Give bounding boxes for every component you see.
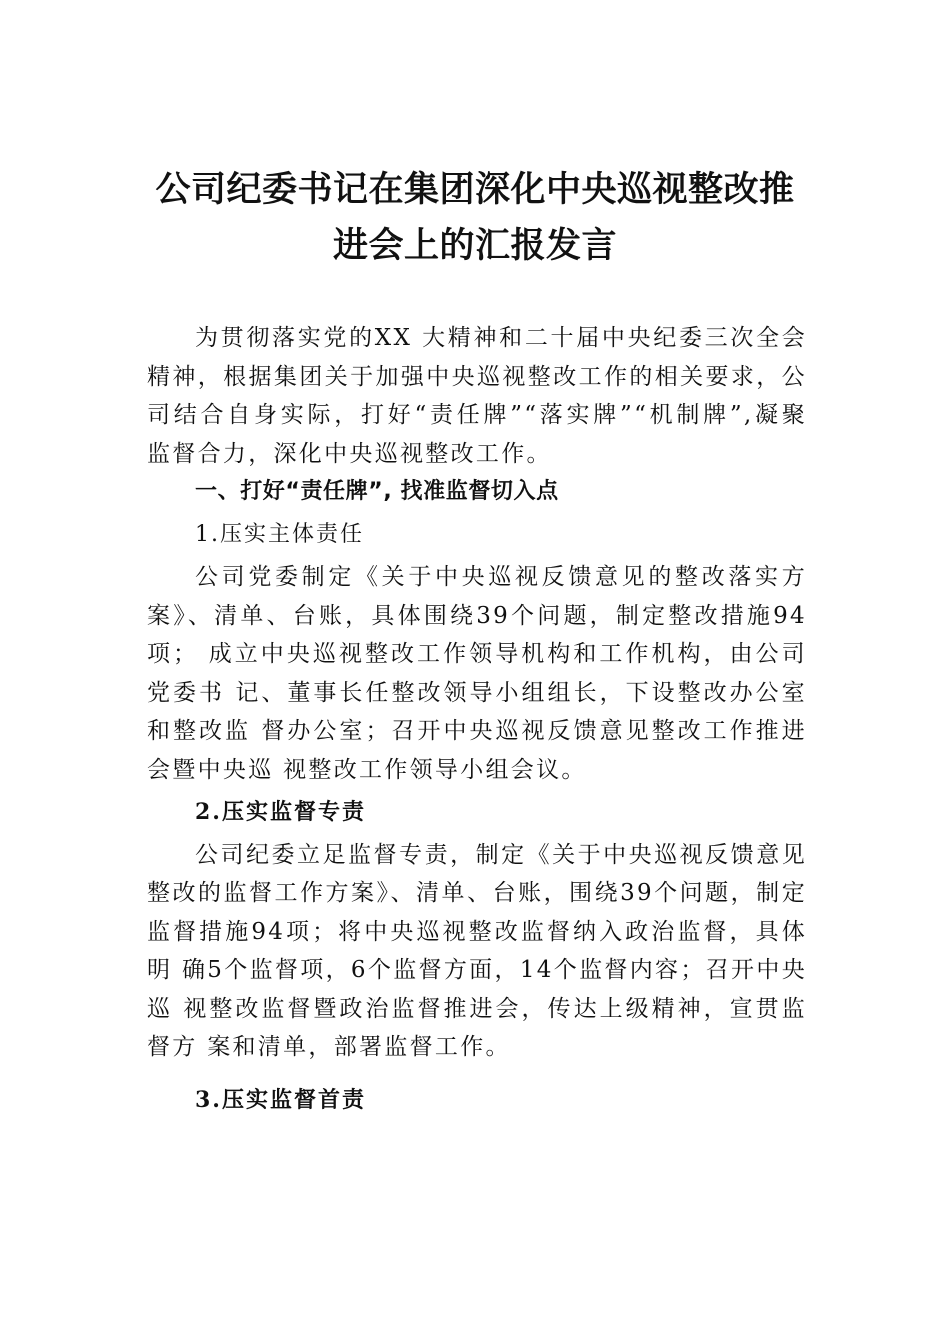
- title-line-2: 进会上的汇报发言: [332, 226, 617, 266]
- subsection-paragraph-1: 公司党委制定《关于中央巡视反馈意见的整改落实方案》、清单、台账，具体围绕39个问题，制定整改措施94项； 成立中央巡视整改工作领导机构和工作机构，由公司党委书 记、董事长任整改领导小组组长，下设整改办公室和整改监 督办公室；召开中央巡视反馈意见整改工作推进会暨中央巡 视整改工作领导小组会议。: [147, 564, 807, 783]
- title-line-1: 公司纪委书记在集团深化中央巡视整改推: [155, 170, 795, 210]
- subsection-heading-2: 2.压实监督专责: [195, 799, 366, 825]
- document-title: [120, 162, 830, 274]
- section-heading-1: 一、打好“责任牌”, 找准监督切入点: [195, 479, 559, 504]
- document-body: [147, 319, 807, 1119]
- subsection-heading-1: 1.压实主体责任: [195, 521, 364, 547]
- intro-paragraph: 为贯彻落实党的XX 大精神和二十届中央纪委三次全会 精神，根据集团关于加强中央巡视整改工作的相关要求，公 司结合自身实际，打好“责任牌”“落实牌”“机制牌”,凝聚 监督合力，深化中央巡视整改工作。: [147, 325, 807, 467]
- subsection-paragraph-2: 公司纪委立足监督专责，制定《关于中央巡视反馈意见整改的监督工作方案》、清单、台账，围绕39个问题，制定 监督措施94项；将中央巡视整改监督纳入政治监督，具体明 确5个监督项，6个监督方面，14个监督内容；召开中央巡 视整改监督暨政治监督推进会，传达上级精神，宣贯监督方 案和清单，部署监督工作。: [147, 841, 807, 1060]
- subsection-heading-3: 3.压实监督首责: [195, 1086, 366, 1113]
